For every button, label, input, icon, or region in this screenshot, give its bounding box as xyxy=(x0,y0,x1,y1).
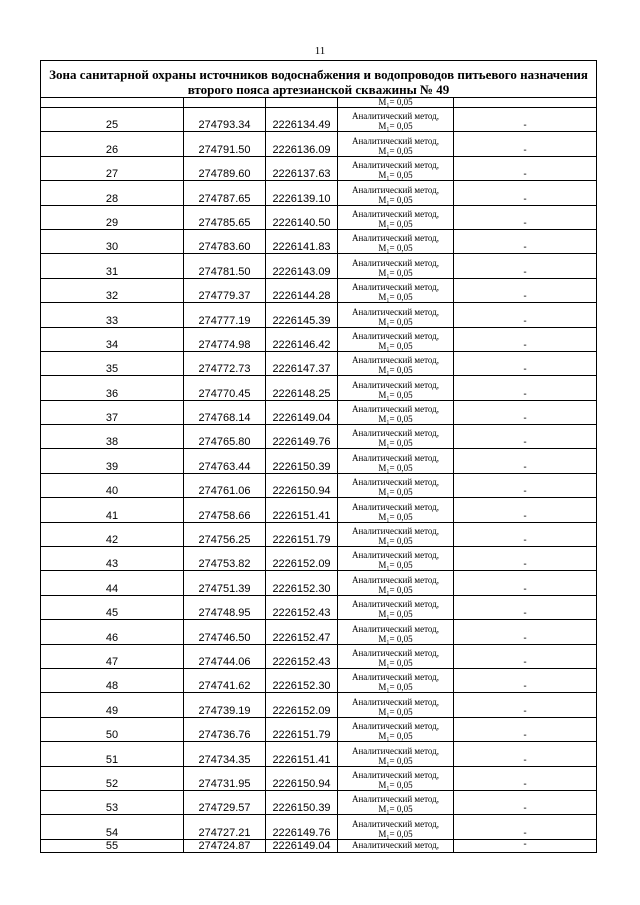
y-coordinate-cell: 2226147.37 xyxy=(266,351,338,375)
x-coordinate-cell: 274734.35 xyxy=(184,742,266,766)
method-cell xyxy=(338,717,454,741)
table-cell xyxy=(454,98,597,108)
note-cell: - xyxy=(454,473,597,497)
x-coordinate-cell: 274751.39 xyxy=(184,571,266,595)
x-coordinate-cell: 274736.76 xyxy=(184,717,266,741)
coordinates-table xyxy=(40,60,597,853)
note-cell: - xyxy=(454,766,597,790)
method-name: Аналитический метод, xyxy=(351,599,440,610)
note-cell: - xyxy=(454,376,597,400)
note-cell: - xyxy=(454,790,597,814)
method-accuracy: M₁= 0,05 xyxy=(378,243,413,254)
method-cell xyxy=(338,473,454,497)
table-row xyxy=(41,351,597,375)
point-number-cell: 37 xyxy=(41,400,184,424)
method-accuracy: M₁= 0,05 xyxy=(378,609,413,620)
method-name: Аналитический метод, xyxy=(351,501,440,512)
note-cell: - xyxy=(454,742,597,766)
method-cell xyxy=(338,327,454,351)
point-number-cell: 25 xyxy=(41,108,184,132)
method-accuracy: M₁= 0,05 xyxy=(378,340,413,351)
x-coordinate-cell: 274758.66 xyxy=(184,498,266,522)
y-coordinate-cell: 2226151.41 xyxy=(266,742,338,766)
x-coordinate-cell: 274777.19 xyxy=(184,303,266,327)
method-accuracy: M₁= 0,05 xyxy=(378,828,413,839)
table-row xyxy=(41,400,597,424)
table-row xyxy=(41,522,597,546)
point-number-cell: 44 xyxy=(41,571,184,595)
point-number-cell: 41 xyxy=(41,498,184,522)
note-cell: - xyxy=(454,327,597,351)
note-cell: - xyxy=(454,108,597,132)
x-coordinate-cell: 274746.50 xyxy=(184,620,266,644)
method-cell xyxy=(338,693,454,717)
y-coordinate-cell: 2226152.30 xyxy=(266,571,338,595)
note-cell: - xyxy=(454,351,597,375)
table-row xyxy=(41,815,597,839)
point-number-cell: 47 xyxy=(41,644,184,668)
method-name: Аналитический метод, xyxy=(351,135,440,146)
page-number: 11 xyxy=(314,45,326,57)
x-coordinate-cell: 274763.44 xyxy=(184,449,266,473)
table-row xyxy=(41,303,597,327)
method-accuracy: M₁= 0,05 xyxy=(378,682,413,693)
table-title-row xyxy=(41,61,597,98)
method-cell xyxy=(338,620,454,644)
method-accuracy: M₁= 0,05 xyxy=(378,414,413,425)
method-accuracy: M₁= 0,05 xyxy=(378,121,413,132)
method-cell xyxy=(338,644,454,668)
point-number-cell: 45 xyxy=(41,595,184,619)
note-cell: - xyxy=(454,595,597,619)
table-row xyxy=(41,498,597,522)
continued-method-cell: M₁= 0,05 xyxy=(338,98,454,108)
point-number-cell: 36 xyxy=(41,376,184,400)
method-cell xyxy=(338,278,454,302)
method-accuracy: M₁= 0,05 xyxy=(378,633,413,644)
point-number-cell: 33 xyxy=(41,303,184,327)
method-accuracy: M₁= 0,05 xyxy=(378,292,413,303)
table-title-line-1: Зона санитарной охраны источников водоснабжения и водопроводов питьевого назначения xyxy=(49,67,588,82)
method-name: Аналитический метод, xyxy=(351,184,440,195)
y-coordinate-cell: 2226152.43 xyxy=(266,595,338,619)
method-cell xyxy=(338,498,454,522)
x-coordinate-cell: 274772.73 xyxy=(184,351,266,375)
point-number-cell: 46 xyxy=(41,620,184,644)
y-coordinate-cell: 2226149.04 xyxy=(266,400,338,424)
y-coordinate-cell: 2226150.39 xyxy=(266,790,338,814)
point-number-cell: 54 xyxy=(41,815,184,839)
method-cell xyxy=(338,742,454,766)
method-accuracy: M₁= 0,05 xyxy=(378,218,413,229)
point-number-cell: 32 xyxy=(41,278,184,302)
method-name: Аналитический метод, xyxy=(351,282,440,293)
point-number-cell: 55 xyxy=(41,839,184,852)
y-coordinate-cell: 2226140.50 xyxy=(266,205,338,229)
y-coordinate-cell: 2226144.28 xyxy=(266,278,338,302)
y-coordinate-cell: 2226137.63 xyxy=(266,156,338,180)
x-coordinate-cell: 274781.50 xyxy=(184,254,266,278)
method-cell xyxy=(338,449,454,473)
method-accuracy: M₁= 0,05 xyxy=(378,487,413,498)
method-name: Аналитический метод, xyxy=(351,696,440,707)
point-number-cell: 52 xyxy=(41,766,184,790)
method-accuracy: M₁= 0,05 xyxy=(378,706,413,717)
method-accuracy: M₁= 0,05 xyxy=(378,731,413,742)
table-row xyxy=(41,205,597,229)
method-name: Аналитический метод, xyxy=(351,818,440,829)
method-cell xyxy=(338,205,454,229)
table-row xyxy=(41,693,597,717)
point-number-cell: 53 xyxy=(41,790,184,814)
method-cell xyxy=(338,132,454,156)
method-accuracy: M₁= 0,05 xyxy=(378,560,413,571)
note-cell: - xyxy=(454,717,597,741)
point-number-cell: 27 xyxy=(41,156,184,180)
method-cell xyxy=(338,254,454,278)
y-coordinate-cell: 2226149.76 xyxy=(266,815,338,839)
x-coordinate-cell: 274741.62 xyxy=(184,668,266,692)
x-coordinate-cell: 274761.06 xyxy=(184,473,266,497)
note-cell: - xyxy=(454,254,597,278)
method-cell xyxy=(338,766,454,790)
table-row xyxy=(41,156,597,180)
note-cell: - xyxy=(454,278,597,302)
method-accuracy: M₁= 0,05 xyxy=(378,779,413,790)
table-row xyxy=(41,449,597,473)
x-coordinate-cell: 274791.50 xyxy=(184,132,266,156)
table-cell xyxy=(41,98,184,108)
method-cell xyxy=(338,156,454,180)
method-name: Аналитический метод, xyxy=(351,839,440,850)
point-number-cell: 30 xyxy=(41,229,184,253)
method-accuracy: M₁= 0,05 xyxy=(378,267,413,278)
x-coordinate-cell: 274785.65 xyxy=(184,205,266,229)
method-accuracy: M₁= 0,05 xyxy=(378,511,413,522)
method-cell xyxy=(338,108,454,132)
note-cell: - xyxy=(454,303,597,327)
note-cell: - xyxy=(454,839,597,852)
method-cell xyxy=(338,668,454,692)
y-coordinate-cell: 2226145.39 xyxy=(266,303,338,327)
note-cell: - xyxy=(454,132,597,156)
x-coordinate-cell: 274753.82 xyxy=(184,547,266,571)
method-name: Аналитический метод, xyxy=(351,526,440,537)
note-cell: - xyxy=(454,498,597,522)
method-name: Аналитический метод, xyxy=(351,721,440,732)
x-coordinate-cell: 274779.37 xyxy=(184,278,266,302)
method-cell xyxy=(338,522,454,546)
note-cell: - xyxy=(454,547,597,571)
note-cell: - xyxy=(454,449,597,473)
y-coordinate-cell: 2226141.83 xyxy=(266,229,338,253)
point-number-cell: 50 xyxy=(41,717,184,741)
table-row xyxy=(41,473,597,497)
x-coordinate-cell: 274768.14 xyxy=(184,400,266,424)
table-row xyxy=(41,595,597,619)
method-accuracy: M₁= 0,05 xyxy=(378,657,413,668)
point-number-cell: 49 xyxy=(41,693,184,717)
method-name: Аналитический метод, xyxy=(351,428,440,439)
method-cell xyxy=(338,229,454,253)
table-row xyxy=(41,108,597,132)
y-coordinate-cell: 2226151.41 xyxy=(266,498,338,522)
table-cell xyxy=(266,98,338,108)
method-name: Аналитический метод, xyxy=(351,330,440,341)
table-row xyxy=(41,254,597,278)
y-coordinate-cell: 2226148.25 xyxy=(266,376,338,400)
point-number-cell: 40 xyxy=(41,473,184,497)
note-cell: - xyxy=(454,400,597,424)
note-cell: - xyxy=(454,156,597,180)
point-number-cell: 28 xyxy=(41,181,184,205)
x-coordinate-cell: 274756.25 xyxy=(184,522,266,546)
x-coordinate-cell: 274765.80 xyxy=(184,425,266,449)
method-cell xyxy=(338,181,454,205)
x-coordinate-cell: 274724.87 xyxy=(184,839,266,852)
method-accuracy: M₁= 0,05 xyxy=(378,462,413,473)
table-row xyxy=(41,327,597,351)
table-row xyxy=(41,644,597,668)
method-name: Аналитический метод, xyxy=(351,647,440,658)
x-coordinate-cell: 274731.95 xyxy=(184,766,266,790)
note-cell: - xyxy=(454,181,597,205)
method-cell xyxy=(338,400,454,424)
method-accuracy: M₁= 0,05 xyxy=(378,194,413,205)
method-cell xyxy=(338,351,454,375)
method-cell xyxy=(338,815,454,839)
method-cell xyxy=(338,839,454,852)
point-number-cell: 31 xyxy=(41,254,184,278)
y-coordinate-cell: 2226150.94 xyxy=(266,766,338,790)
table-cell xyxy=(184,98,266,108)
method-accuracy: M₁= 0,05 xyxy=(378,438,413,449)
y-coordinate-cell: 2226149.76 xyxy=(266,425,338,449)
method-accuracy: M₁= 0,05 xyxy=(378,584,413,595)
method-cell xyxy=(338,425,454,449)
method-name: Аналитический метод, xyxy=(351,794,440,805)
table-row xyxy=(41,132,597,156)
x-coordinate-cell: 274783.60 xyxy=(184,229,266,253)
continuation-row xyxy=(41,98,597,108)
y-coordinate-cell: 2226146.42 xyxy=(266,327,338,351)
x-coordinate-cell: 274727.21 xyxy=(184,815,266,839)
x-coordinate-cell: 274739.19 xyxy=(184,693,266,717)
point-number-cell: 43 xyxy=(41,547,184,571)
y-coordinate-cell: 2226150.39 xyxy=(266,449,338,473)
y-coordinate-cell: 2226149.04 xyxy=(266,839,338,852)
table-title-line-2: второго пояса артезианской скважины № 49 xyxy=(187,82,450,97)
note-cell: - xyxy=(454,205,597,229)
method-name: Аналитический метод, xyxy=(351,208,440,219)
method-accuracy: M₁= 0,05 xyxy=(378,804,413,815)
method-name: Аналитический метод, xyxy=(351,404,440,415)
x-coordinate-cell: 274793.34 xyxy=(184,108,266,132)
point-number-cell: 29 xyxy=(41,205,184,229)
table-title xyxy=(41,61,597,98)
note-cell: - xyxy=(454,644,597,668)
note-cell: - xyxy=(454,571,597,595)
table-row xyxy=(41,278,597,302)
table-row xyxy=(41,766,597,790)
point-number-cell: 39 xyxy=(41,449,184,473)
method-cell xyxy=(338,547,454,571)
table-row xyxy=(41,229,597,253)
point-number-cell: 48 xyxy=(41,668,184,692)
method-cell xyxy=(338,376,454,400)
method-name: Аналитический метод, xyxy=(351,355,440,366)
method-name: Аналитический метод, xyxy=(351,452,440,463)
x-coordinate-cell: 274748.95 xyxy=(184,595,266,619)
table-row xyxy=(41,717,597,741)
method-name: Аналитический метод, xyxy=(351,672,440,683)
method-accuracy: M₁= 0,05 xyxy=(378,755,413,766)
table-row xyxy=(41,742,597,766)
y-coordinate-cell: 2226143.09 xyxy=(266,254,338,278)
table-row xyxy=(41,790,597,814)
method-name: Аналитический метод, xyxy=(351,477,440,488)
y-coordinate-cell: 2226152.43 xyxy=(266,644,338,668)
method-name: Аналитический метод, xyxy=(351,769,440,780)
method-cell xyxy=(338,571,454,595)
method-name: Аналитический метод, xyxy=(351,550,440,561)
note-cell: - xyxy=(454,522,597,546)
method-name: Аналитический метод, xyxy=(351,257,440,268)
method-cell xyxy=(338,595,454,619)
point-number-cell: 34 xyxy=(41,327,184,351)
table-row xyxy=(41,547,597,571)
y-coordinate-cell: 2226152.09 xyxy=(266,693,338,717)
table-row xyxy=(41,181,597,205)
table-row xyxy=(41,571,597,595)
method-name: Аналитический метод, xyxy=(351,306,440,317)
table-row xyxy=(41,425,597,449)
note-cell: - xyxy=(454,693,597,717)
y-coordinate-cell: 2226152.09 xyxy=(266,547,338,571)
method-name: Аналитический метод, xyxy=(351,574,440,585)
method-name: Аналитический метод, xyxy=(351,623,440,634)
note-cell: - xyxy=(454,815,597,839)
method-name: Аналитический метод, xyxy=(351,160,440,171)
method-name: Аналитический метод, xyxy=(351,745,440,756)
x-coordinate-cell: 274787.65 xyxy=(184,181,266,205)
x-coordinate-cell: 274729.57 xyxy=(184,790,266,814)
method-name: Аналитический метод, xyxy=(351,233,440,244)
y-coordinate-cell: 2226139.10 xyxy=(266,181,338,205)
method-accuracy: M₁= 0,05 xyxy=(378,145,413,156)
note-cell: - xyxy=(454,425,597,449)
note-cell: - xyxy=(454,668,597,692)
table-row xyxy=(41,668,597,692)
point-number-cell: 51 xyxy=(41,742,184,766)
point-number-cell: 38 xyxy=(41,425,184,449)
x-coordinate-cell: 274789.60 xyxy=(184,156,266,180)
method-name: Аналитический метод, xyxy=(351,379,440,390)
method-cell xyxy=(338,303,454,327)
table-row xyxy=(41,839,597,852)
note-cell: - xyxy=(454,229,597,253)
y-coordinate-cell: 2226152.47 xyxy=(266,620,338,644)
y-coordinate-cell: 2226151.79 xyxy=(266,522,338,546)
method-accuracy: M₁= 0,05 xyxy=(378,316,413,327)
table-row xyxy=(41,376,597,400)
method-accuracy: M₁= 0,05 xyxy=(378,365,413,376)
y-coordinate-cell: 2226152.30 xyxy=(266,668,338,692)
y-coordinate-cell: 2226134.49 xyxy=(266,108,338,132)
x-coordinate-cell: 274774.98 xyxy=(184,327,266,351)
x-coordinate-cell: 274770.45 xyxy=(184,376,266,400)
y-coordinate-cell: 2226136.09 xyxy=(266,132,338,156)
point-number-cell: 26 xyxy=(41,132,184,156)
method-accuracy: M₁= 0,05 xyxy=(378,170,413,181)
method-cell xyxy=(338,790,454,814)
note-cell: - xyxy=(454,620,597,644)
method-accuracy: M₁= 0,05 xyxy=(378,536,413,547)
point-number-cell: 42 xyxy=(41,522,184,546)
table-row xyxy=(41,620,597,644)
y-coordinate-cell: 2226150.94 xyxy=(266,473,338,497)
method-name: Аналитический метод, xyxy=(351,111,440,122)
y-coordinate-cell: 2226151.79 xyxy=(266,717,338,741)
x-coordinate-cell: 274744.06 xyxy=(184,644,266,668)
point-number-cell: 35 xyxy=(41,351,184,375)
method-accuracy: M₁= 0,05 xyxy=(378,389,413,400)
